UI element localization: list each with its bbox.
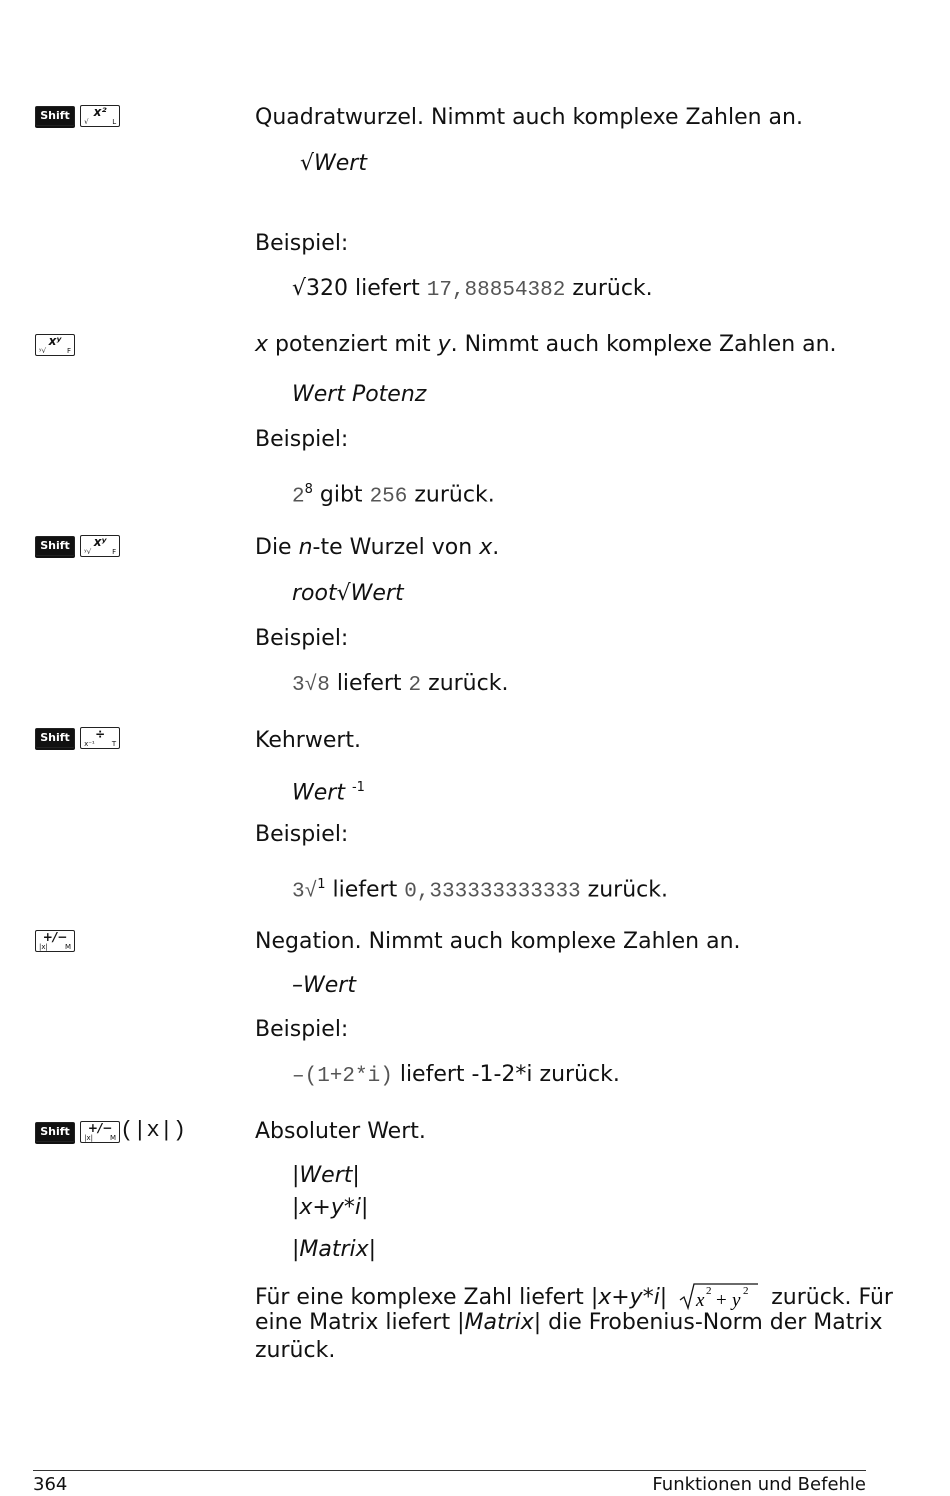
desc-text: potenziert mit [268, 332, 438, 357]
example-verb: liefert [336, 671, 402, 696]
example-result: 256 [369, 485, 408, 509]
example-exponent: 1 [317, 877, 326, 892]
entry-syntax: |Matrix| [292, 1237, 377, 1262]
example-line [292, 670, 508, 700]
para-text: die Frobenius-Norm der Matrix [541, 1310, 883, 1335]
sqrt-formula-icon [678, 1280, 760, 1312]
para-expression: |x+y*i| [590, 1285, 668, 1310]
var-x: x [255, 332, 269, 357]
entry-syntax: –Wert [292, 973, 356, 998]
x-power-y-key-icon [80, 535, 120, 557]
example-result: -1-2*i [471, 1062, 533, 1087]
shift-key-icon: Shift [35, 1122, 75, 1142]
example-line [292, 476, 495, 511]
section-title: Funktionen und Befehle [652, 1474, 866, 1495]
key-group-absolute [35, 1118, 186, 1143]
key-main-label: xʸ [48, 334, 62, 348]
example-verb: gibt [319, 482, 363, 508]
example-expression: 3√8 [292, 674, 330, 697]
paragraph-line [255, 1280, 893, 1312]
svg-text:2: 2 [743, 1285, 749, 1297]
entry-description: Kehrwert. [255, 728, 362, 753]
entry-description: Negation. Nimmt auch komplexe Zahlen an. [255, 929, 741, 954]
x-power-y-key-icon [35, 334, 75, 356]
desc-text: . [492, 535, 500, 560]
entry-description: Quadratwurzel. Nimmt auch komplexe Zahlen an. [255, 105, 803, 130]
syntax-text: Wert [292, 780, 345, 806]
svg-text:2: 2 [706, 1285, 712, 1297]
example-label: Beispiel: [255, 1017, 349, 1042]
svg-text:x: x [696, 1290, 705, 1311]
key-right-label: L [112, 118, 117, 126]
example-line [292, 871, 668, 906]
example-verb: liefert [355, 276, 420, 301]
key-main-label: +/− [87, 1120, 113, 1135]
example-result: 17,88854382 [426, 279, 566, 302]
key-right-label: T [111, 740, 117, 748]
example-line [292, 275, 653, 305]
example-result: 0,333333333333 [404, 880, 581, 904]
key-group-sqrt [35, 105, 120, 127]
entry-syntax: |Wert| [292, 1163, 360, 1188]
key-right-label: F [112, 548, 117, 556]
shift-key-icon: Shift [35, 728, 75, 748]
divide-key-icon [80, 727, 120, 749]
key-left-label: x⁻¹ [84, 740, 95, 748]
example-label: Beispiel: [255, 231, 349, 256]
example-exponent: 8 [304, 482, 313, 497]
key-group-reciprocal [35, 727, 120, 749]
svg-text:y: y [732, 1290, 741, 1311]
paragraph-line: zurück. [255, 1338, 336, 1363]
var-n: n [298, 535, 313, 560]
key-left-label: √ [84, 118, 89, 126]
example-expression: 3√ [292, 880, 318, 904]
entry-syntax: root√Wert [292, 581, 404, 606]
shift-key-icon: Shift [35, 106, 75, 126]
example-suffix: zurück. [572, 276, 653, 301]
example-suffix: zurück. [414, 482, 495, 508]
desc-text: . Nimmt auch komplexe Zahlen an. [450, 332, 837, 357]
entry-description: Absoluter Wert. [255, 1119, 426, 1144]
syntax-exponent: -1 [351, 780, 365, 795]
key-group-power [35, 334, 75, 356]
key-main-label: ÷ [95, 727, 106, 741]
key-left-label: |x| [39, 943, 48, 951]
entry-syntax: |x+y*i| [292, 1195, 369, 1220]
key-main-label: xʸ [93, 535, 107, 549]
entry-description [255, 331, 837, 359]
example-suffix: zurück. [587, 877, 668, 903]
svg-text:+: + [716, 1290, 727, 1311]
example-base: 2 [292, 485, 305, 509]
desc-text: -te Wurzel von [312, 535, 480, 560]
para-expression: |Matrix| [457, 1310, 542, 1335]
var-y: y [437, 332, 451, 357]
key-group-nth-root [35, 535, 120, 557]
key-left-label: ʸ√ [84, 548, 92, 556]
key-right-label: M [64, 943, 71, 951]
var-x: x [479, 535, 493, 560]
paragraph-line [255, 1309, 883, 1337]
example-line [292, 1061, 620, 1091]
example-expression: –(1+2*i) [292, 1065, 393, 1088]
key-right-label: M [110, 1133, 117, 1142]
key-main-label: +/− [42, 930, 68, 944]
example-verb: liefert [399, 1062, 465, 1087]
entry-syntax: Wert Potenz [292, 382, 427, 407]
example-result: 2 [408, 674, 422, 697]
example-verb: liefert [332, 877, 398, 903]
shift-key-icon: Shift [35, 536, 75, 556]
example-label: Beispiel: [255, 626, 349, 651]
key-left-label: |x| [84, 1133, 93, 1142]
para-text: eine Matrix liefert [255, 1310, 458, 1335]
example-expression: √320 [292, 276, 349, 301]
abs-key-label: (|x|) [120, 1118, 187, 1143]
entry-syntax: √Wert [300, 151, 367, 176]
desc-text: Die [255, 535, 299, 560]
negate-key-icon [80, 1121, 120, 1143]
negate-key-icon [35, 930, 75, 952]
key-group-negation [35, 930, 75, 952]
entry-description [255, 534, 499, 562]
example-suffix: zurück. [539, 1062, 620, 1087]
example-label: Beispiel: [255, 427, 349, 452]
para-text: Für eine komplexe Zahl liefert [255, 1285, 591, 1310]
entry-syntax [292, 774, 365, 807]
x-squared-key-icon [80, 105, 120, 127]
key-main-label: x² [93, 105, 107, 119]
example-suffix: zurück. [428, 671, 509, 696]
footer-divider [33, 1470, 866, 1471]
key-right-label: F [66, 347, 71, 355]
page-number: 364 [33, 1474, 68, 1495]
para-text: zurück. Für [771, 1285, 893, 1310]
key-left-label: ʸ√ [39, 347, 47, 355]
example-label: Beispiel: [255, 822, 349, 847]
